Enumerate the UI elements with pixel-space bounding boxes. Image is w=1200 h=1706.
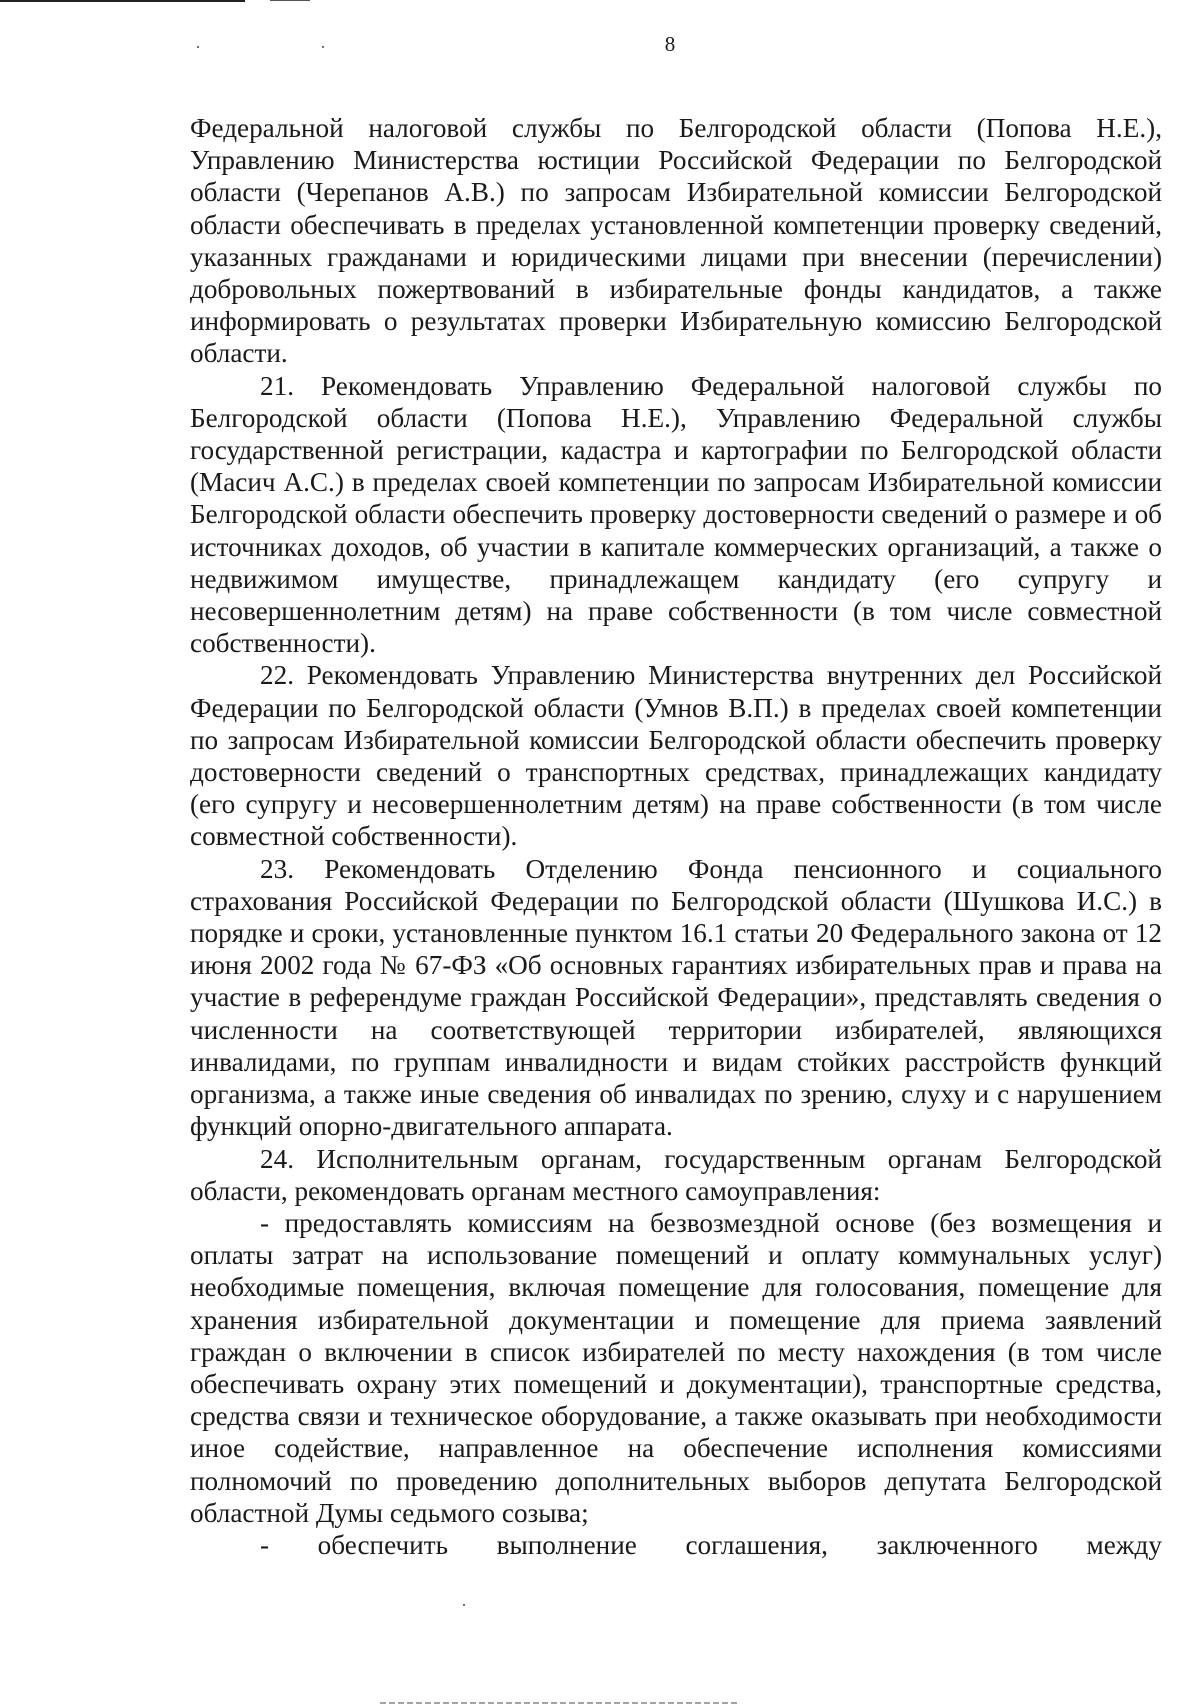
paragraph-item-24: 24. Исполнительным органам, государственным органам Белгородской области, рекомендовать органам местного самоуправления: — [190, 1143, 1162, 1206]
document-body — [190, 112, 1162, 1561]
paragraph-item-23: 23. Рекомендовать Отделению Фонда пенсионного и социального страхования Российской Федерации по Белгородской области (Шушкова И.С.) в порядке и сроки, установленные пунктом 16.1 статьи 20 Федерального закона от 12 июня 2002 года № 67-ФЗ «Об основных гарантиях избирательных прав и права на участие в референдуме граждан Российской Федерации», представлять сведения о численности на соответствующей территории избирателей, являющихся инвалидами, по группам инвалидности и видам стойких расстройств функций организма, а также иные сведения об инвалидах по зрению, слуху и с нарушением функций опорно-двигательного аппарата. — [190, 853, 1162, 1142]
paragraph-item-21: 21. Рекомендовать Управлению Федеральной налоговой службы по Белгородской области (Попова Н.Е.), Управлению Федеральной службы государственной регистрации, кадастра и картографии по Белгородской области (Масич А.С.) в пределах своей компетенции по запросам Избирательной комиссии Белгородской области обеспечить проверку достоверности сведений о размере и об источниках доходов, об участии в капитале коммерческих организаций, а также о недвижимом имуществе, принадлежащем кандидату (его супругу и несовершеннолетним детям) на праве собственности (в том числе совместной собственности). — [190, 370, 1162, 659]
paragraph-bullet-agreement: - обеспечить выполнение соглашения, заключенного между — [260, 1529, 1162, 1560]
paragraph-continuation: Федеральной налоговой службы по Белгородской области (Попова Н.Е.), Управлению Министерства юстиции Российской Федерации по Белгородской области (Черепанов А.В.) по запросам Избирательной комиссии Белгородской области обеспечивать в пределах установленной компетенции проверку сведений, указанных гражданами и юридическими лицами при внесении (перечислении) добровольных пожертвований в избирательные фонды кандидатов, а также информировать о результатах проверки Избирательную комиссию Белгородской области. — [190, 113, 1162, 369]
scan-edge-mark — [380, 1702, 740, 1704]
scan-speck — [463, 1604, 465, 1606]
page-number: 8 — [664, 32, 676, 56]
paragraph-bullet-premises: - предоставлять комиссиям на безвозмездной основе (без возмещения и оплаты затрат на использование помещений и оплату коммунальных услуг) необходимые помещения, включая помещение для голосования, помещение для хранения избирательной документации и помещение для приема заявлений граждан о включении в список избирателей по месту нахождения (в том числе обеспечивать охрану этих помещений и документации), транспортные средства, средства связи и техническое оборудование, а также оказывать при необходимости иное содействие, направленное на обеспечение исполнения комиссиями полномочий по проведению дополнительных выборов депутата Белгородской областной Думы седьмого созыва; — [190, 1207, 1162, 1528]
scan-edge-mark — [270, 0, 310, 1]
paragraph-item-22: 22. Рекомендовать Управлению Министерства внутренних дел Российской Федерации по Белгородской области (Умнов В.П.) в пределах своей компетенции по запросам Избирательной комиссии Белгородской области обеспечить проверку достоверности сведений о транспортных средствах, принадлежащих кандидату (его супругу и несовершеннолетним детям) на праве собственности (в том числе совместной собственности). — [190, 660, 1162, 852]
scan-edge-mark — [0, 0, 245, 2]
